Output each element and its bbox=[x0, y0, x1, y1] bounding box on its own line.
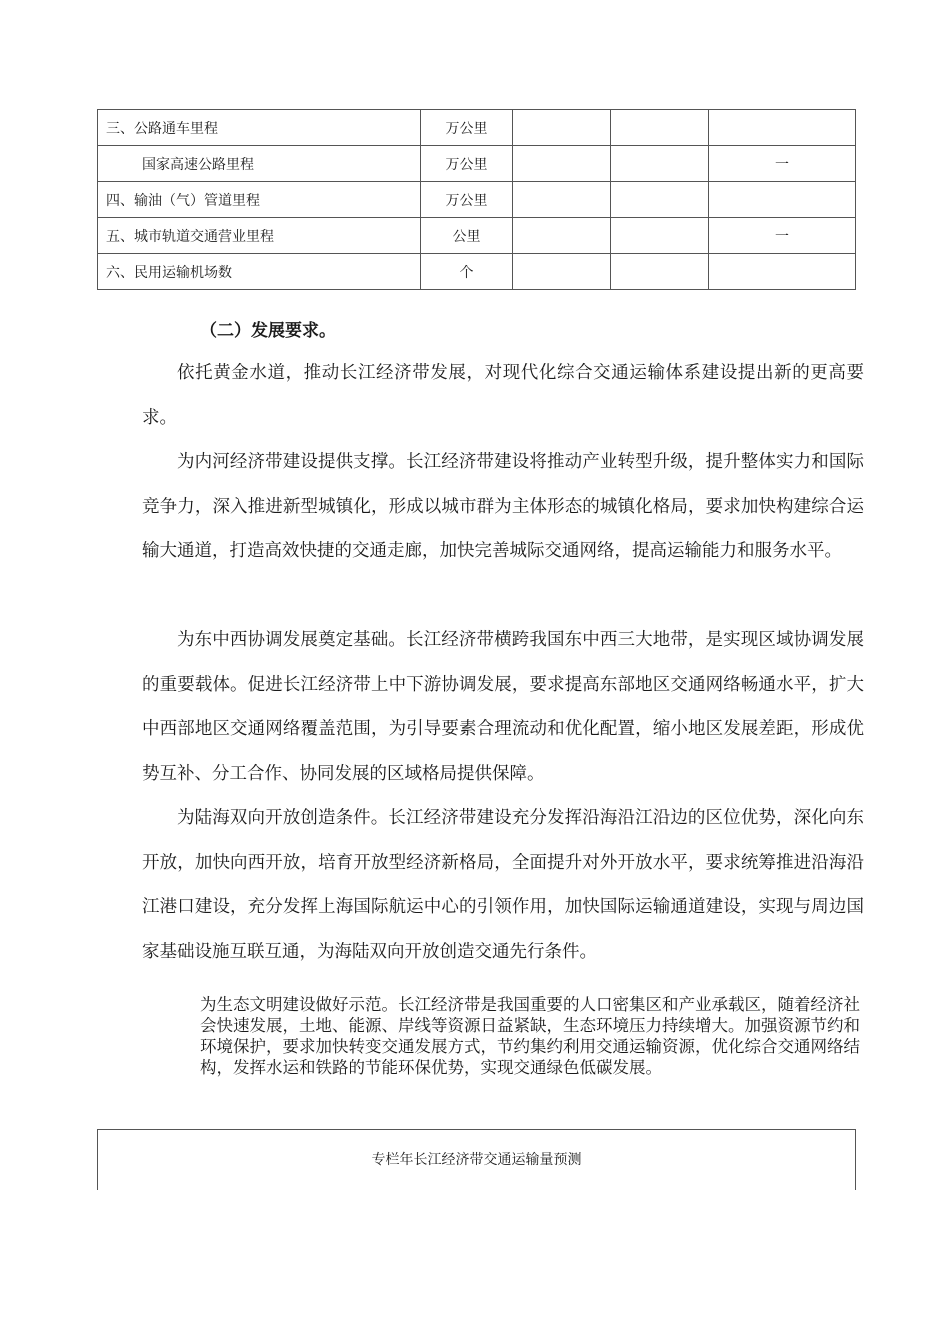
row-value-cell: 一 bbox=[709, 146, 856, 182]
row-name-cell: 四、输油（气）管道里程 bbox=[98, 182, 421, 218]
row-value-cell bbox=[611, 146, 709, 182]
row-unit-cell: 个 bbox=[421, 254, 513, 290]
column-box bbox=[97, 1129, 856, 1190]
row-value-cell bbox=[513, 182, 611, 218]
row-name-cell: 国家高速公路里程 bbox=[98, 146, 421, 182]
statistics-table-body bbox=[98, 110, 856, 290]
row-unit-cell: 万公里 bbox=[421, 146, 513, 182]
row-value-cell bbox=[513, 218, 611, 254]
paragraph-intro: 依托黄金水道，推动长江经济带发展，对现代化综合交通运输体系建设提出新的更高要求。 bbox=[142, 363, 864, 428]
row-value-cell bbox=[611, 110, 709, 146]
row-value-cell bbox=[513, 110, 611, 146]
table-row bbox=[98, 182, 856, 218]
table-row bbox=[98, 218, 856, 254]
paragraph-ecology: 为生态文明建设做好示范。长江经济带是我国重要的人口密集区和产业承载区，随着经济社会快速发展，土地、能源、岸线等资源日益紧缺，生态环境压力持续增大。加强资源节约和环境保护，要求加快转变交通发展方式，节约集约利用交通运输资源，优化综合交通网络结构，发挥水运和铁路的节能环保优势，实现交通绿色低碳发展。 bbox=[200, 995, 860, 1077]
row-value-cell bbox=[611, 218, 709, 254]
table-row bbox=[98, 110, 856, 146]
row-value-cell bbox=[709, 110, 856, 146]
row-value-cell bbox=[611, 254, 709, 290]
paragraph-sea-land: 为陆海双向开放创造条件。长江经济带建设充分发挥沿海沿江沿边的区位优势，深化向东开放，加快向西开放，培育开放型经济新格局，全面提升对外开放水平，要求统筹推进沿海沿江港口建设，充分发挥上海国际航运中心的引领作用，加快国际运输通道建设，实现与周边国家基础设施互联互通，为海陆双向开放创造交通先行条件。 bbox=[142, 808, 864, 962]
row-unit-cell: 万公里 bbox=[421, 110, 513, 146]
table-row bbox=[98, 146, 856, 182]
row-name-cell: 三、公路通车里程 bbox=[98, 110, 421, 146]
row-value-cell bbox=[513, 254, 611, 290]
row-name-cell: 六、民用运输机场数 bbox=[98, 254, 421, 290]
row-value-cell bbox=[709, 254, 856, 290]
section-title: （二）发展要求。 bbox=[200, 321, 336, 341]
table-row bbox=[98, 254, 856, 290]
row-value-cell bbox=[611, 182, 709, 218]
paragraph-inland-economy: 为内河经济带建设提供支撑。长江经济带建设将推动产业转型升级，提升整体实力和国际竞争力，深入推进新型城镇化，形成以城市群为主体形态的城镇化格局，要求加快构建综合运输大通道，打造高效快捷的交通走廊，加快完善城际交通网络，提高运输能力和服务水平。 bbox=[142, 452, 864, 561]
paragraph-east-west: 为东中西协调发展奠定基础。长江经济带横跨我国东中西三大地带，是实现区域协调发展的重要载体。促进长江经济带上中下游协调发展，要求提高东部地区交通网络畅通水平，扩大中西部地区交通网络覆盖范围，为引导要素合理流动和优化配置，缩小地区发展差距，形成优势互补、分工合作、协同发展的区域格局提供保障。 bbox=[142, 630, 864, 784]
row-value-cell bbox=[709, 182, 856, 218]
row-value-cell: 一 bbox=[709, 218, 856, 254]
row-name-cell: 五、城市轨道交通营业里程 bbox=[98, 218, 421, 254]
statistics-table bbox=[97, 109, 856, 290]
row-unit-cell: 万公里 bbox=[421, 182, 513, 218]
row-unit-cell: 公里 bbox=[421, 218, 513, 254]
row-value-cell bbox=[513, 146, 611, 182]
column-box-title: 专栏年长江经济带交通运输量预测 bbox=[371, 1152, 582, 1168]
